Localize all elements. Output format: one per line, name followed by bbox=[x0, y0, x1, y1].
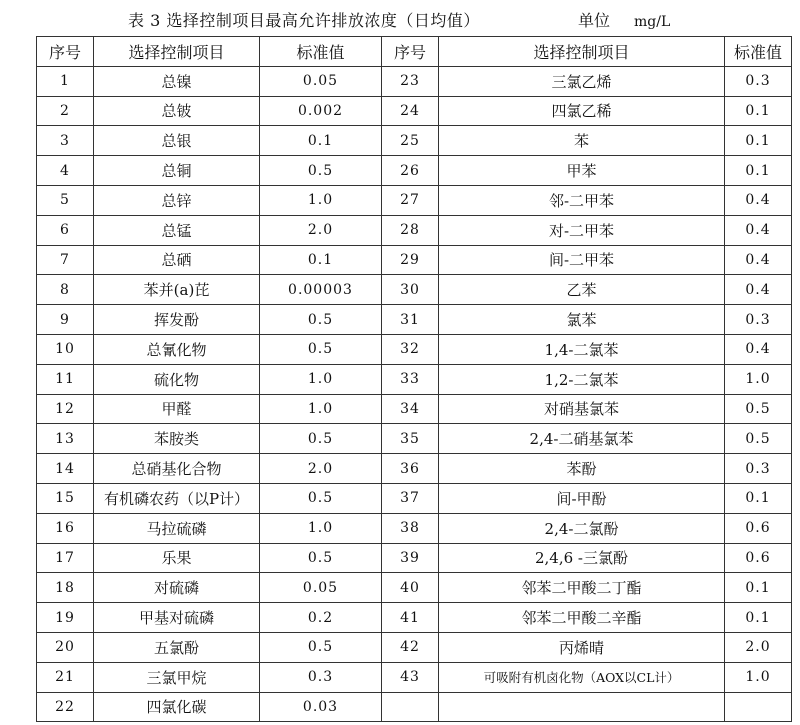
row-number: 2 bbox=[37, 96, 94, 126]
table-row bbox=[37, 424, 792, 454]
row-number: 38 bbox=[382, 513, 439, 543]
standard-value: 0.002 bbox=[260, 96, 382, 126]
standard-value: 0.4 bbox=[725, 245, 792, 275]
control-item: 总镍 bbox=[94, 66, 260, 96]
control-item: 三氯甲烷 bbox=[94, 662, 260, 692]
control-item: 总硝基化合物 bbox=[94, 454, 260, 484]
row-number: 41 bbox=[382, 603, 439, 633]
standard-value: 0.4 bbox=[725, 215, 792, 245]
header-item-left: 选择控制项目 bbox=[94, 37, 260, 67]
table-row bbox=[37, 215, 792, 245]
row-number: 16 bbox=[37, 513, 94, 543]
row-number: 22 bbox=[37, 692, 94, 722]
table-row bbox=[37, 394, 792, 424]
control-item: 氯苯 bbox=[439, 305, 725, 335]
control-item: 间-二甲苯 bbox=[439, 245, 725, 275]
control-item: 总铜 bbox=[94, 156, 260, 186]
standard-value: 0.2 bbox=[260, 603, 382, 633]
standard-value: 0.5 bbox=[260, 334, 382, 364]
standard-value: 0.3 bbox=[725, 305, 792, 335]
standard-value: 2.0 bbox=[725, 632, 792, 662]
header-no-left: 序号 bbox=[37, 37, 94, 67]
row-number: 13 bbox=[37, 424, 94, 454]
row-number: 28 bbox=[382, 215, 439, 245]
row-number: 42 bbox=[382, 632, 439, 662]
standard-value: 0.5 bbox=[260, 483, 382, 513]
row-number: 3 bbox=[37, 126, 94, 156]
control-item: 挥发酚 bbox=[94, 305, 260, 335]
table-row bbox=[37, 454, 792, 484]
table-body bbox=[37, 66, 792, 722]
row-number: 11 bbox=[37, 364, 94, 394]
header-no-right: 序号 bbox=[382, 37, 439, 67]
control-item: 邻苯二甲酸二辛酯 bbox=[439, 603, 725, 633]
control-item: 四氯化碳 bbox=[94, 692, 260, 722]
control-item: 苯胺类 bbox=[94, 424, 260, 454]
control-item: 苯 bbox=[439, 126, 725, 156]
standard-value: 0.4 bbox=[725, 185, 792, 215]
control-item: 间-甲酚 bbox=[439, 483, 725, 513]
standard-value bbox=[725, 692, 792, 722]
table-row bbox=[37, 364, 792, 394]
table-row bbox=[37, 96, 792, 126]
standard-value: 0.3 bbox=[725, 66, 792, 96]
control-item: 马拉硫磷 bbox=[94, 513, 260, 543]
row-number: 24 bbox=[382, 96, 439, 126]
table-row bbox=[37, 632, 792, 662]
control-item: 1,4-二氯苯 bbox=[439, 334, 725, 364]
table-row bbox=[37, 245, 792, 275]
row-number: 34 bbox=[382, 394, 439, 424]
standard-value: 1.0 bbox=[725, 662, 792, 692]
standard-value: 0.6 bbox=[725, 513, 792, 543]
standard-value: 0.3 bbox=[725, 454, 792, 484]
row-number: 5 bbox=[37, 185, 94, 215]
control-item: 2,4,6 -三氯酚 bbox=[439, 543, 725, 573]
control-item: 硫化物 bbox=[94, 364, 260, 394]
row-number: 18 bbox=[37, 573, 94, 603]
table-title: 表 3 选择控制项目最高允许排放浓度（日均值） bbox=[128, 11, 480, 30]
row-number bbox=[382, 692, 439, 722]
standard-value: 0.1 bbox=[260, 126, 382, 156]
control-item: 甲基对硫磷 bbox=[94, 603, 260, 633]
standard-value: 0.6 bbox=[725, 543, 792, 573]
row-number: 27 bbox=[382, 185, 439, 215]
standard-value: 0.1 bbox=[725, 126, 792, 156]
standard-value: 0.5 bbox=[260, 156, 382, 186]
standard-value: 0.05 bbox=[260, 573, 382, 603]
row-number: 19 bbox=[37, 603, 94, 633]
emission-limits-table bbox=[36, 36, 792, 722]
table-row bbox=[37, 305, 792, 335]
row-number: 37 bbox=[382, 483, 439, 513]
control-item: 乐果 bbox=[94, 543, 260, 573]
row-number: 32 bbox=[382, 334, 439, 364]
header-item-right: 选择控制项目 bbox=[439, 37, 725, 67]
unit-value: mg/L bbox=[634, 14, 671, 30]
control-item: 苯并(a)芘 bbox=[94, 275, 260, 305]
control-item: 甲醛 bbox=[94, 394, 260, 424]
control-item: 总锌 bbox=[94, 185, 260, 215]
table-row bbox=[37, 692, 792, 722]
row-number: 29 bbox=[382, 245, 439, 275]
row-number: 20 bbox=[37, 632, 94, 662]
standard-value: 0.5 bbox=[260, 543, 382, 573]
control-item: 五氯酚 bbox=[94, 632, 260, 662]
row-number: 35 bbox=[382, 424, 439, 454]
table-row bbox=[37, 126, 792, 156]
row-number: 17 bbox=[37, 543, 94, 573]
row-number: 12 bbox=[37, 394, 94, 424]
standard-value: 0.3 bbox=[260, 662, 382, 692]
row-number: 40 bbox=[382, 573, 439, 603]
table-row bbox=[37, 156, 792, 186]
standard-value: 0.1 bbox=[725, 156, 792, 186]
row-number: 4 bbox=[37, 156, 94, 186]
header-value-left: 标准值 bbox=[260, 37, 382, 67]
standard-value: 1.0 bbox=[260, 364, 382, 394]
standard-value: 0.4 bbox=[725, 275, 792, 305]
row-number: 15 bbox=[37, 483, 94, 513]
control-item: 邻苯二甲酸二丁酯 bbox=[439, 573, 725, 603]
standard-value: 0.5 bbox=[260, 632, 382, 662]
standard-value: 0.1 bbox=[725, 603, 792, 633]
standard-value: 1.0 bbox=[260, 394, 382, 424]
standard-value: 2.0 bbox=[260, 215, 382, 245]
row-number: 36 bbox=[382, 454, 439, 484]
standard-value: 0.5 bbox=[260, 424, 382, 454]
standard-value: 1.0 bbox=[260, 513, 382, 543]
standard-value: 0.1 bbox=[260, 245, 382, 275]
unit-label bbox=[578, 8, 670, 31]
standard-value: 0.5 bbox=[725, 394, 792, 424]
control-item: 丙烯晴 bbox=[439, 632, 725, 662]
table-row bbox=[37, 66, 792, 96]
standard-value: 0.4 bbox=[725, 334, 792, 364]
row-number: 6 bbox=[37, 215, 94, 245]
control-item: 对-二甲苯 bbox=[439, 215, 725, 245]
control-item: 总锰 bbox=[94, 215, 260, 245]
row-number: 9 bbox=[37, 305, 94, 335]
row-number: 31 bbox=[382, 305, 439, 335]
control-item: 苯酚 bbox=[439, 454, 725, 484]
control-item: 四氯乙稀 bbox=[439, 96, 725, 126]
control-item: 可吸附有机卤化物（AOX以CL计） bbox=[439, 662, 725, 692]
control-item: 总硒 bbox=[94, 245, 260, 275]
row-number: 30 bbox=[382, 275, 439, 305]
row-number: 1 bbox=[37, 66, 94, 96]
control-item: 1,2-二氯苯 bbox=[439, 364, 725, 394]
row-number: 21 bbox=[37, 662, 94, 692]
control-item: 对硝基氯苯 bbox=[439, 394, 725, 424]
standard-value: 0.5 bbox=[725, 424, 792, 454]
control-item: 乙苯 bbox=[439, 275, 725, 305]
row-number: 39 bbox=[382, 543, 439, 573]
table-row bbox=[37, 334, 792, 364]
row-number: 25 bbox=[382, 126, 439, 156]
table-row bbox=[37, 662, 792, 692]
standard-value: 0.00003 bbox=[260, 275, 382, 305]
control-item: 2,4-二氯酚 bbox=[439, 513, 725, 543]
standard-value: 1.0 bbox=[725, 364, 792, 394]
control-item: 总铍 bbox=[94, 96, 260, 126]
standard-value: 0.1 bbox=[725, 96, 792, 126]
table-row bbox=[37, 275, 792, 305]
row-number: 7 bbox=[37, 245, 94, 275]
standard-value: 0.05 bbox=[260, 66, 382, 96]
row-number: 33 bbox=[382, 364, 439, 394]
row-number: 23 bbox=[382, 66, 439, 96]
table-row bbox=[37, 543, 792, 573]
control-item: 对硫磷 bbox=[94, 573, 260, 603]
standard-value: 0.03 bbox=[260, 692, 382, 722]
row-number: 14 bbox=[37, 454, 94, 484]
row-number: 26 bbox=[382, 156, 439, 186]
table-row bbox=[37, 603, 792, 633]
table-row bbox=[37, 483, 792, 513]
standard-value: 1.0 bbox=[260, 185, 382, 215]
standard-value: 0.1 bbox=[725, 483, 792, 513]
row-number: 10 bbox=[37, 334, 94, 364]
header-value-right: 标准值 bbox=[725, 37, 792, 67]
table-row bbox=[37, 573, 792, 603]
standard-value: 0.1 bbox=[725, 573, 792, 603]
row-number: 43 bbox=[382, 662, 439, 692]
control-item: 甲苯 bbox=[439, 156, 725, 186]
control-item: 有机磷农药（以P计） bbox=[94, 483, 260, 513]
row-number: 8 bbox=[37, 275, 94, 305]
standard-value: 0.5 bbox=[260, 305, 382, 335]
header-row bbox=[37, 37, 792, 67]
control-item: 总银 bbox=[94, 126, 260, 156]
table-caption bbox=[0, 0, 800, 36]
control-item: 三氯乙烯 bbox=[439, 66, 725, 96]
standard-value: 2.0 bbox=[260, 454, 382, 484]
control-item: 邻-二甲苯 bbox=[439, 185, 725, 215]
table-row bbox=[37, 513, 792, 543]
control-item bbox=[439, 692, 725, 722]
table-row bbox=[37, 185, 792, 215]
control-item: 2,4-二硝基氯苯 bbox=[439, 424, 725, 454]
control-item: 总氰化物 bbox=[94, 334, 260, 364]
unit-label-text: 单位 bbox=[578, 11, 611, 30]
